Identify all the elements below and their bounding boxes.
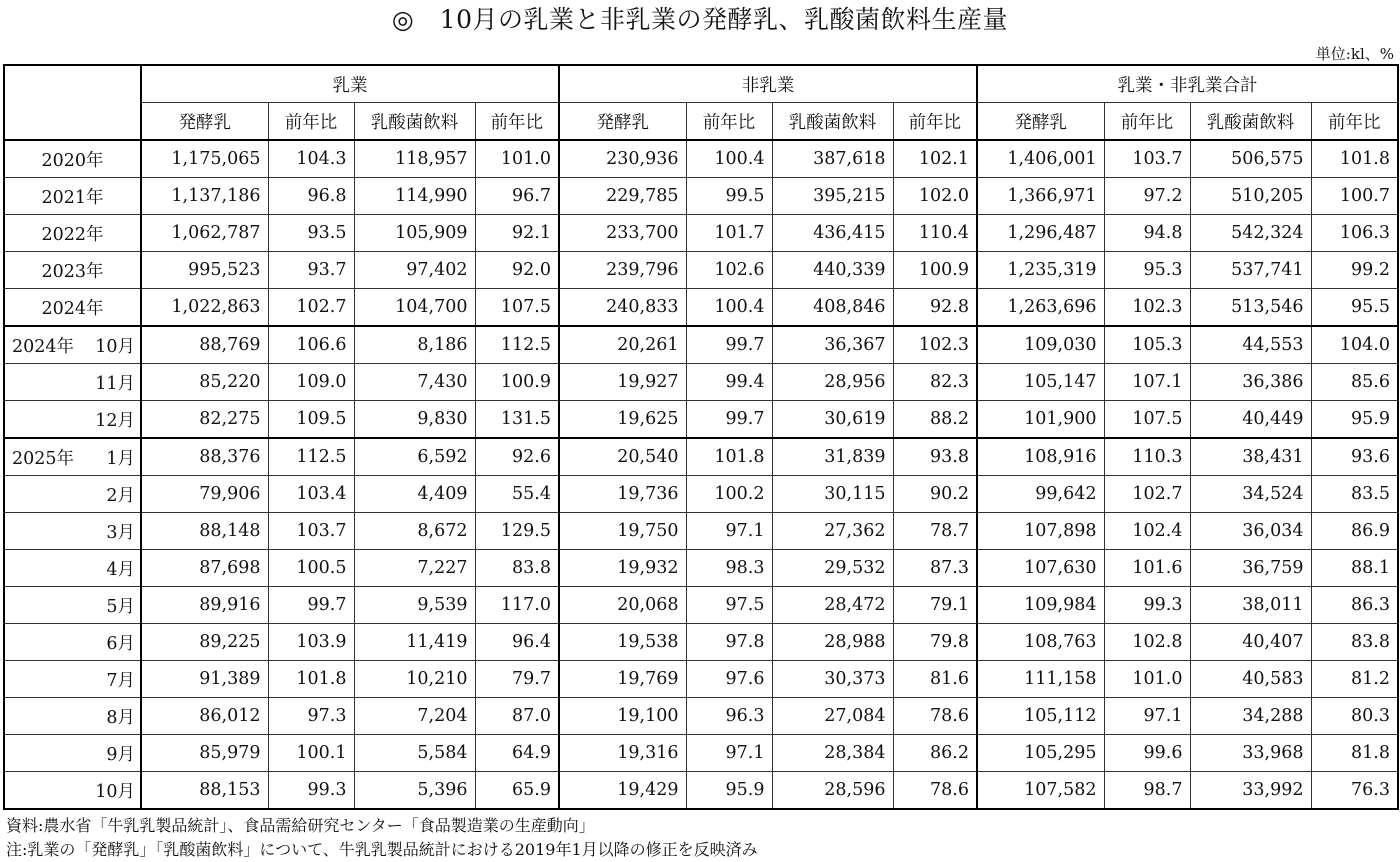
table-cell: 87,698 <box>141 550 268 587</box>
row-label <box>4 364 141 401</box>
row-label-month: 10月 <box>95 336 135 357</box>
table-cell: 36,759 <box>1190 550 1311 587</box>
table-cell: 36,367 <box>772 326 893 364</box>
table-cell: 96.4 <box>475 624 559 661</box>
table-cell: 537,741 <box>1190 252 1311 289</box>
row-label <box>4 476 141 513</box>
table-cell: 19,429 <box>559 772 686 810</box>
table-cell: 38,431 <box>1190 438 1311 476</box>
table-cell: 19,932 <box>559 550 686 587</box>
table-cell: 109,984 <box>977 587 1104 624</box>
table-cell: 88.1 <box>1311 550 1398 587</box>
table-body <box>4 140 1398 809</box>
table-cell: 79.1 <box>893 587 977 624</box>
table-cell: 106.6 <box>268 326 354 364</box>
table-cell: 79.8 <box>893 624 977 661</box>
table-row <box>4 140 1398 178</box>
table-cell: 112.5 <box>475 326 559 364</box>
production-table <box>3 64 1399 810</box>
table-cell: 19,100 <box>559 698 686 735</box>
subheader-cell: 前年比 <box>686 103 772 141</box>
row-label-month: 3月 <box>106 522 135 543</box>
subheader-cell: 前年比 <box>475 103 559 141</box>
table-cell: 9,830 <box>354 401 475 439</box>
table-cell: 436,415 <box>772 215 893 252</box>
table-cell: 5,396 <box>354 772 475 810</box>
row-label <box>4 438 141 476</box>
row-label: 2022年 <box>4 215 141 252</box>
table-cell: 97.1 <box>686 513 772 550</box>
table-cell: 99.4 <box>686 364 772 401</box>
subheader-cell: 発酵乳 <box>141 103 268 141</box>
table-cell: 1,137,186 <box>141 178 268 215</box>
table-row <box>4 289 1398 327</box>
table-row <box>4 401 1398 439</box>
table-cell: 92.1 <box>475 215 559 252</box>
table-cell: 97.1 <box>686 735 772 772</box>
table-cell: 28,596 <box>772 772 893 810</box>
table-cell: 105,295 <box>977 735 1104 772</box>
row-label: 2020年 <box>4 140 141 178</box>
table-cell: 109,030 <box>977 326 1104 364</box>
table-cell: 1,022,863 <box>141 289 268 327</box>
table-cell: 101.0 <box>475 140 559 178</box>
table-cell: 118,957 <box>354 140 475 178</box>
table-cell: 102.7 <box>1104 476 1190 513</box>
row-label <box>4 513 141 550</box>
table-cell: 83.5 <box>1311 476 1398 513</box>
table-cell: 107.5 <box>1104 401 1190 439</box>
table-cell: 131.5 <box>475 401 559 439</box>
table-cell: 96.7 <box>475 178 559 215</box>
table-cell: 109.0 <box>268 364 354 401</box>
table-cell: 102.3 <box>893 326 977 364</box>
table-cell: 78.7 <box>893 513 977 550</box>
table-cell: 81.6 <box>893 661 977 698</box>
table-cell: 105,147 <box>977 364 1104 401</box>
table-cell: 101.8 <box>1311 140 1398 178</box>
table-cell: 19,625 <box>559 401 686 439</box>
table-cell: 7,204 <box>354 698 475 735</box>
table-cell: 83.8 <box>1311 624 1398 661</box>
row-label-month: 8月 <box>106 707 135 728</box>
row-label <box>4 587 141 624</box>
table-cell: 19,927 <box>559 364 686 401</box>
table-cell: 1,062,787 <box>141 215 268 252</box>
table-cell: 100.9 <box>475 364 559 401</box>
table-cell: 99.6 <box>1104 735 1190 772</box>
row-label-month: 1月 <box>106 448 135 469</box>
table-cell: 103.7 <box>268 513 354 550</box>
subheader-cell: 前年比 <box>268 103 354 141</box>
table-cell: 95.3 <box>1104 252 1190 289</box>
table-cell: 97.8 <box>686 624 772 661</box>
table-cell: 98.3 <box>686 550 772 587</box>
table-cell: 89,916 <box>141 587 268 624</box>
table-cell: 239,796 <box>559 252 686 289</box>
row-label-month: 4月 <box>106 559 135 580</box>
table-cell: 506,575 <box>1190 140 1311 178</box>
row-label-month: 11月 <box>95 373 135 394</box>
table-cell: 34,288 <box>1190 698 1311 735</box>
table-cell: 30,115 <box>772 476 893 513</box>
table-cell: 10,210 <box>354 661 475 698</box>
table-cell: 78.6 <box>893 772 977 810</box>
table-cell: 93.6 <box>1311 438 1398 476</box>
table-cell: 28,956 <box>772 364 893 401</box>
table-cell: 95.9 <box>1311 401 1398 439</box>
table-cell: 229,785 <box>559 178 686 215</box>
row-label <box>4 735 141 772</box>
table-cell: 11,419 <box>354 624 475 661</box>
table-cell: 86.2 <box>893 735 977 772</box>
row-label-month: 2月 <box>106 485 135 506</box>
table-cell: 93.8 <box>893 438 977 476</box>
row-label <box>4 661 141 698</box>
corner-cell <box>4 65 141 140</box>
table-cell: 97.5 <box>686 587 772 624</box>
table-cell: 93.7 <box>268 252 354 289</box>
row-label-month: 9月 <box>106 744 135 765</box>
table-cell: 995,523 <box>141 252 268 289</box>
table-cell: 95.9 <box>686 772 772 810</box>
table-cell: 408,846 <box>772 289 893 327</box>
table-cell: 78.6 <box>893 698 977 735</box>
table-cell: 44,553 <box>1190 326 1311 364</box>
table-cell: 107,630 <box>977 550 1104 587</box>
table-cell: 88,153 <box>141 772 268 810</box>
table-cell: 99.7 <box>268 587 354 624</box>
table-row <box>4 326 1398 364</box>
table-cell: 103.4 <box>268 476 354 513</box>
table-cell: 542,324 <box>1190 215 1311 252</box>
table-row <box>4 587 1398 624</box>
table-cell: 31,839 <box>772 438 893 476</box>
table-cell: 19,316 <box>559 735 686 772</box>
table-cell: 81.2 <box>1311 661 1398 698</box>
table-cell: 19,538 <box>559 624 686 661</box>
table-cell: 95.5 <box>1311 289 1398 327</box>
table-cell: 99,642 <box>977 476 1104 513</box>
table-cell: 76.3 <box>1311 772 1398 810</box>
table-cell: 102.1 <box>893 140 977 178</box>
table-cell: 19,750 <box>559 513 686 550</box>
table-cell: 30,373 <box>772 661 893 698</box>
table-cell: 27,362 <box>772 513 893 550</box>
table-cell: 110.3 <box>1104 438 1190 476</box>
table-cell: 102.8 <box>1104 624 1190 661</box>
table-cell: 510,205 <box>1190 178 1311 215</box>
table-cell: 91,389 <box>141 661 268 698</box>
table-cell: 102.3 <box>1104 289 1190 327</box>
table-cell: 33,992 <box>1190 772 1311 810</box>
table-cell: 102.0 <box>893 178 977 215</box>
table-row <box>4 513 1398 550</box>
table-cell: 1,366,971 <box>977 178 1104 215</box>
table-cell: 82,275 <box>141 401 268 439</box>
subheader-cell: 乳酸菌飲料 <box>1190 103 1311 141</box>
table-cell: 28,472 <box>772 587 893 624</box>
table-cell: 129.5 <box>475 513 559 550</box>
table-cell: 102.7 <box>268 289 354 327</box>
row-label: 2023年 <box>4 252 141 289</box>
row-label <box>4 772 141 810</box>
table-cell: 101,900 <box>977 401 1104 439</box>
table-cell: 104,700 <box>354 289 475 327</box>
table-cell: 28,988 <box>772 624 893 661</box>
table-cell: 94.8 <box>1104 215 1190 252</box>
table-cell: 86,012 <box>141 698 268 735</box>
row-label-year: 2024年 <box>12 336 75 357</box>
table-cell: 111,158 <box>977 661 1104 698</box>
table-cell: 99.2 <box>1311 252 1398 289</box>
table-cell: 8,186 <box>354 326 475 364</box>
table-cell: 34,524 <box>1190 476 1311 513</box>
unit-label: 単位:kl、% <box>1315 45 1394 63</box>
table-cell: 87.3 <box>893 550 977 587</box>
table-row <box>4 364 1398 401</box>
table-cell: 80.3 <box>1311 698 1398 735</box>
table-cell: 104.3 <box>268 140 354 178</box>
table-cell: 9,539 <box>354 587 475 624</box>
table-cell: 97.3 <box>268 698 354 735</box>
table-cell: 107.5 <box>475 289 559 327</box>
row-label-month: 5月 <box>106 596 135 617</box>
table-cell: 19,769 <box>559 661 686 698</box>
table-cell: 4,409 <box>354 476 475 513</box>
group-header-dairy: 乳業 <box>141 65 559 103</box>
table-cell: 27,084 <box>772 698 893 735</box>
subheader-cell: 乳酸菌飲料 <box>772 103 893 141</box>
group-header-total: 乳業・非乳業合計 <box>977 65 1398 103</box>
table-cell: 108,916 <box>977 438 1104 476</box>
table-cell: 110.4 <box>893 215 977 252</box>
table-cell: 100.1 <box>268 735 354 772</box>
table-cell: 101.8 <box>268 661 354 698</box>
table-cell: 86.9 <box>1311 513 1398 550</box>
table-row <box>4 550 1398 587</box>
table-cell: 97,402 <box>354 252 475 289</box>
table-cell: 96.3 <box>686 698 772 735</box>
table-cell: 103.7 <box>1104 140 1190 178</box>
table-cell: 99.3 <box>1104 587 1190 624</box>
table-cell: 20,540 <box>559 438 686 476</box>
table-cell: 40,583 <box>1190 661 1311 698</box>
table-cell: 97.2 <box>1104 178 1190 215</box>
table-cell: 40,407 <box>1190 624 1311 661</box>
table-cell: 36,034 <box>1190 513 1311 550</box>
subheader-cell: 発酵乳 <box>977 103 1104 141</box>
table-cell: 117.0 <box>475 587 559 624</box>
table-cell: 440,339 <box>772 252 893 289</box>
table-cell: 105,909 <box>354 215 475 252</box>
table-cell: 1,406,001 <box>977 140 1104 178</box>
table-cell: 93.5 <box>268 215 354 252</box>
table-row <box>4 476 1398 513</box>
table-cell: 99.7 <box>686 326 772 364</box>
subheader-cell: 乳酸菌飲料 <box>354 103 475 141</box>
table-cell: 106.3 <box>1311 215 1398 252</box>
table-cell: 33,968 <box>1190 735 1311 772</box>
table-cell: 233,700 <box>559 215 686 252</box>
table-cell: 96.8 <box>268 178 354 215</box>
table-cell: 99.7 <box>686 401 772 439</box>
table-cell: 30,619 <box>772 401 893 439</box>
table-cell: 19,736 <box>559 476 686 513</box>
subheader-cell: 前年比 <box>1104 103 1190 141</box>
table-cell: 86.3 <box>1311 587 1398 624</box>
table-cell: 82.3 <box>893 364 977 401</box>
table-row <box>4 661 1398 698</box>
table-cell: 97.1 <box>1104 698 1190 735</box>
subheader-cell: 前年比 <box>1311 103 1398 141</box>
table-cell: 40,449 <box>1190 401 1311 439</box>
row-label-month: 6月 <box>106 633 135 654</box>
row-label-year: 2025年 <box>12 448 75 469</box>
table-cell: 88,769 <box>141 326 268 364</box>
table-cell: 98.7 <box>1104 772 1190 810</box>
table-cell: 100.4 <box>686 289 772 327</box>
table-cell: 107.1 <box>1104 364 1190 401</box>
row-label <box>4 401 141 439</box>
table-cell: 88.2 <box>893 401 977 439</box>
table-cell: 100.5 <box>268 550 354 587</box>
table-cell: 1,263,696 <box>977 289 1104 327</box>
table-cell: 1,296,487 <box>977 215 1104 252</box>
table-cell: 8,672 <box>354 513 475 550</box>
table-cell: 97.6 <box>686 661 772 698</box>
table-row <box>4 772 1398 810</box>
table-cell: 29,532 <box>772 550 893 587</box>
subheader-cell: 発酵乳 <box>559 103 686 141</box>
table-cell: 101.7 <box>686 215 772 252</box>
table-row <box>4 698 1398 735</box>
table-cell: 100.7 <box>1311 178 1398 215</box>
table-row <box>4 252 1398 289</box>
table-cell: 101.0 <box>1104 661 1190 698</box>
table-cell: 100.2 <box>686 476 772 513</box>
table-row <box>4 178 1398 215</box>
table-cell: 109.5 <box>268 401 354 439</box>
footnote: 注:乳業の「発酵乳」「乳酸菌飲料」について、牛乳乳製品統計における2019年1月以降の修正を反映済み <box>6 840 758 859</box>
source-note: 資料:農水省「牛乳乳製品統計」、食品需給研究センター「食品製造業の生産動向」 <box>6 816 595 835</box>
table-cell: 55.4 <box>475 476 559 513</box>
table-cell: 102.6 <box>686 252 772 289</box>
table-cell: 36,386 <box>1190 364 1311 401</box>
page-title: ◎ 10月の乳業と非乳業の発酵乳、乳酸菌飲料生産量 <box>391 5 1009 34</box>
table-row <box>4 438 1398 476</box>
table-cell: 112.5 <box>268 438 354 476</box>
table-cell: 114,990 <box>354 178 475 215</box>
table-cell: 101.6 <box>1104 550 1190 587</box>
row-label-month: 10月 <box>95 781 135 802</box>
table-cell: 1,235,319 <box>977 252 1104 289</box>
table-cell: 88,376 <box>141 438 268 476</box>
table-cell: 20,261 <box>559 326 686 364</box>
table-cell: 105.3 <box>1104 326 1190 364</box>
table-row <box>4 735 1398 772</box>
table-cell: 81.8 <box>1311 735 1398 772</box>
table-cell: 87.0 <box>475 698 559 735</box>
table-cell: 7,227 <box>354 550 475 587</box>
table-cell: 107,898 <box>977 513 1104 550</box>
table-cell: 85,979 <box>141 735 268 772</box>
table-cell: 100.4 <box>686 140 772 178</box>
table-cell: 103.9 <box>268 624 354 661</box>
table-cell: 92.6 <box>475 438 559 476</box>
subheader-row <box>4 103 1398 141</box>
table-cell: 89,225 <box>141 624 268 661</box>
table-cell: 88,148 <box>141 513 268 550</box>
row-label <box>4 326 141 364</box>
table-cell: 395,215 <box>772 178 893 215</box>
table-cell: 230,936 <box>559 140 686 178</box>
table-cell: 108,763 <box>977 624 1104 661</box>
row-label-month: 7月 <box>106 670 135 691</box>
row-label: 2024年 <box>4 289 141 327</box>
table-cell: 85.6 <box>1311 364 1398 401</box>
table-cell: 28,384 <box>772 735 893 772</box>
subheader-cell: 前年比 <box>893 103 977 141</box>
table-cell: 79.7 <box>475 661 559 698</box>
table-row <box>4 624 1398 661</box>
table-cell: 104.0 <box>1311 326 1398 364</box>
table-cell: 99.3 <box>268 772 354 810</box>
row-label <box>4 624 141 661</box>
table-cell: 513,546 <box>1190 289 1311 327</box>
table-cell: 102.4 <box>1104 513 1190 550</box>
table-cell: 83.8 <box>475 550 559 587</box>
table-cell: 92.8 <box>893 289 977 327</box>
table-cell: 105,112 <box>977 698 1104 735</box>
row-label <box>4 698 141 735</box>
table-cell: 65.9 <box>475 772 559 810</box>
table-cell: 79,906 <box>141 476 268 513</box>
table-cell: 5,584 <box>354 735 475 772</box>
table-cell: 90.2 <box>893 476 977 513</box>
table-cell: 240,833 <box>559 289 686 327</box>
table-cell: 101.8 <box>686 438 772 476</box>
table-cell: 64.9 <box>475 735 559 772</box>
table-cell: 20,068 <box>559 587 686 624</box>
table-cell: 7,430 <box>354 364 475 401</box>
table-cell: 99.5 <box>686 178 772 215</box>
table-cell: 387,618 <box>772 140 893 178</box>
row-label: 2021年 <box>4 178 141 215</box>
table-cell: 100.9 <box>893 252 977 289</box>
table-cell: 6,592 <box>354 438 475 476</box>
row-label-month: 12月 <box>95 410 135 431</box>
table-cell: 107,582 <box>977 772 1104 810</box>
group-header-non-dairy: 非乳業 <box>559 65 977 103</box>
row-label <box>4 550 141 587</box>
table-cell: 92.0 <box>475 252 559 289</box>
table-row <box>4 215 1398 252</box>
table-cell: 38,011 <box>1190 587 1311 624</box>
table-cell: 85,220 <box>141 364 268 401</box>
table-cell: 1,175,065 <box>141 140 268 178</box>
